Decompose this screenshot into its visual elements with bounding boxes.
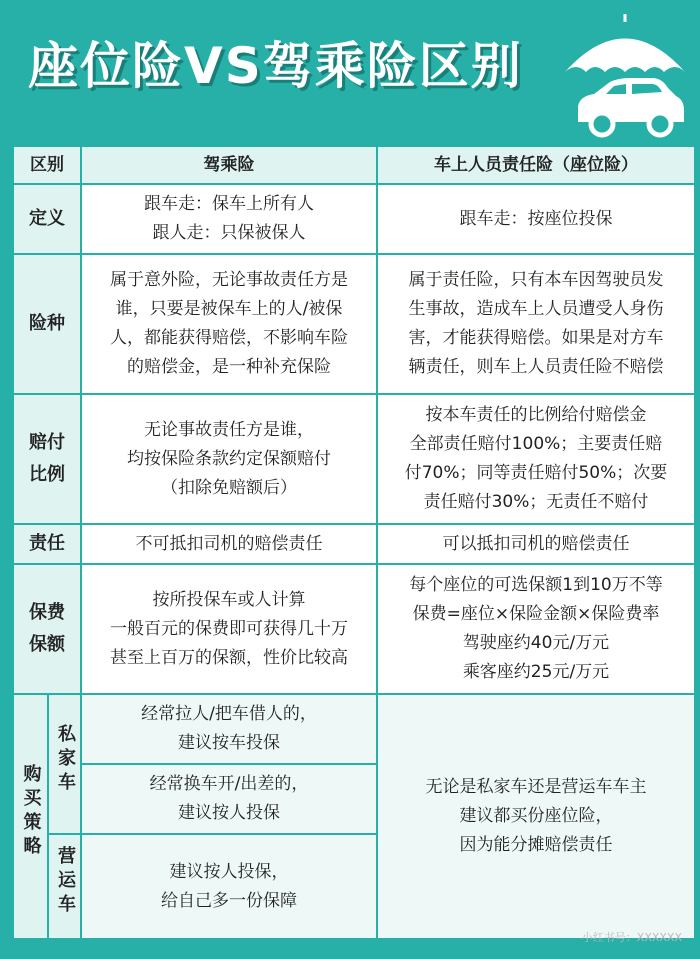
text-line: 经常换车开/出差的，: [149, 774, 309, 794]
text-line: 按本车责任的比例给付赔偿金: [425, 405, 647, 425]
row-label-ratio: [13, 394, 81, 524]
text-line: 无论是私家车还是营运车车主: [425, 777, 647, 797]
row-label-premium: [13, 564, 81, 694]
text-line: 全部责任赔付100%；主要责任赔: [409, 434, 663, 454]
header-driver-passenger: 驾乘险: [81, 146, 377, 184]
text-line: 的赔偿金，是一种补充保险: [127, 357, 331, 377]
label-line: 保费: [29, 602, 65, 623]
strategy-private-2: [81, 764, 377, 834]
text-line: 每个座位的可选保额1到10万不等: [409, 575, 663, 595]
strategy-private-1: [81, 694, 377, 764]
header-diff: 区别: [13, 146, 81, 184]
row-strategy-private-1: [13, 694, 695, 764]
row-premium: [13, 564, 695, 694]
label-text: 营运车: [55, 846, 76, 918]
text-line: 谁，只要是被保车上的人/被保: [115, 299, 343, 319]
premium-driver: [81, 564, 377, 694]
type-seat: [377, 254, 695, 394]
row-label-commercial: [48, 834, 81, 939]
label-text: 私家车: [55, 723, 76, 796]
definition-seat: [377, 184, 695, 254]
liability-driver: 不可抵扣司机的赔偿责任: [81, 524, 377, 564]
header-row: [13, 146, 695, 184]
label-line: 保额: [29, 634, 65, 655]
row-label-private: [48, 694, 81, 834]
header-seat: 车上人员责任险（座位险）: [377, 146, 695, 184]
text-line: 责任赔付30%；无责任不赔付: [423, 492, 649, 512]
definition-driver: [81, 184, 377, 254]
comparison-table: [12, 145, 696, 940]
text-line: 付70%；同等责任赔付50%；次要: [404, 463, 668, 483]
text-line: 建议都买份座位险，: [459, 806, 613, 826]
row-label-liability: 责任: [13, 524, 81, 564]
text-line: 一般百元的保费即可获得几十万: [110, 618, 348, 639]
row-label-strategy: [13, 694, 48, 939]
text-line: （扣除免赔额后）: [161, 477, 297, 498]
text-line: 均按保险条款约定保额赔付: [127, 448, 331, 469]
row-label-type: 险种: [13, 254, 81, 394]
row-liability: [13, 524, 695, 564]
text-line: 属于责任险，只有本车因驾驶员发: [408, 270, 664, 290]
label-text: 购买策略: [20, 764, 42, 860]
watermark: 小红书号：XXXXXX: [581, 931, 682, 944]
text-line: 甚至上百万的保额，性价比较高: [110, 647, 348, 668]
strategy-seat: [377, 694, 695, 939]
text-line: 建议按人投保: [178, 803, 280, 823]
ratio-driver: [81, 394, 377, 524]
umbrella-car-illustration: [560, 10, 690, 140]
row-type: [13, 254, 695, 394]
text-line: 建议按车投保: [178, 733, 280, 753]
text-line: 保费=座位×保险金额×保险费率: [412, 604, 660, 624]
page-title: 座位险VS驾乘险区别: [28, 37, 523, 95]
row-definition: [13, 184, 695, 254]
text-line: 人，都能获得赔偿，不影响车险: [110, 328, 348, 348]
row-label-definition: 定义: [13, 184, 81, 254]
umbrella-icon: [565, 14, 685, 72]
text-line: 辆责任，则车上人员责任险不赔偿: [408, 357, 664, 377]
text-line: 生事故，造成车上人员遭受人身伤: [408, 299, 664, 319]
strategy-commercial: [81, 834, 377, 939]
type-driver: [81, 254, 377, 394]
label-line: 比例: [29, 464, 65, 485]
text-line: 跟车走：保车上所有人: [144, 194, 314, 214]
text-line: 乘客座约25元/万元: [462, 662, 610, 682]
text-line: 跟人走：只保被保人: [152, 223, 306, 243]
car-icon: [578, 78, 684, 135]
text-line: 驾驶座约40元/万元: [462, 633, 610, 653]
liability-seat: 可以抵扣司机的赔偿责任: [377, 524, 695, 564]
text-line: 按所投保车或人计算: [152, 589, 306, 610]
text-line: 跟车走：按座位投保: [459, 208, 613, 229]
text-line: 属于意外险，无论事故责任方是: [110, 270, 348, 290]
text-line: 因为能分摊赔偿责任: [459, 835, 613, 855]
text-line: 建议按人投保，: [169, 861, 289, 882]
text-line: 无论事故责任方是谁，: [144, 419, 314, 440]
row-ratio: [13, 394, 695, 524]
ratio-seat: [377, 394, 695, 524]
text-line: 经常拉人/把车借人的，: [141, 704, 317, 724]
label-line: 赔付: [29, 432, 65, 453]
premium-seat: [377, 564, 695, 694]
text-line: 给自己多一份保障: [161, 890, 297, 911]
text-line: 害，才能获得赔偿。如果是对方车: [408, 328, 664, 348]
